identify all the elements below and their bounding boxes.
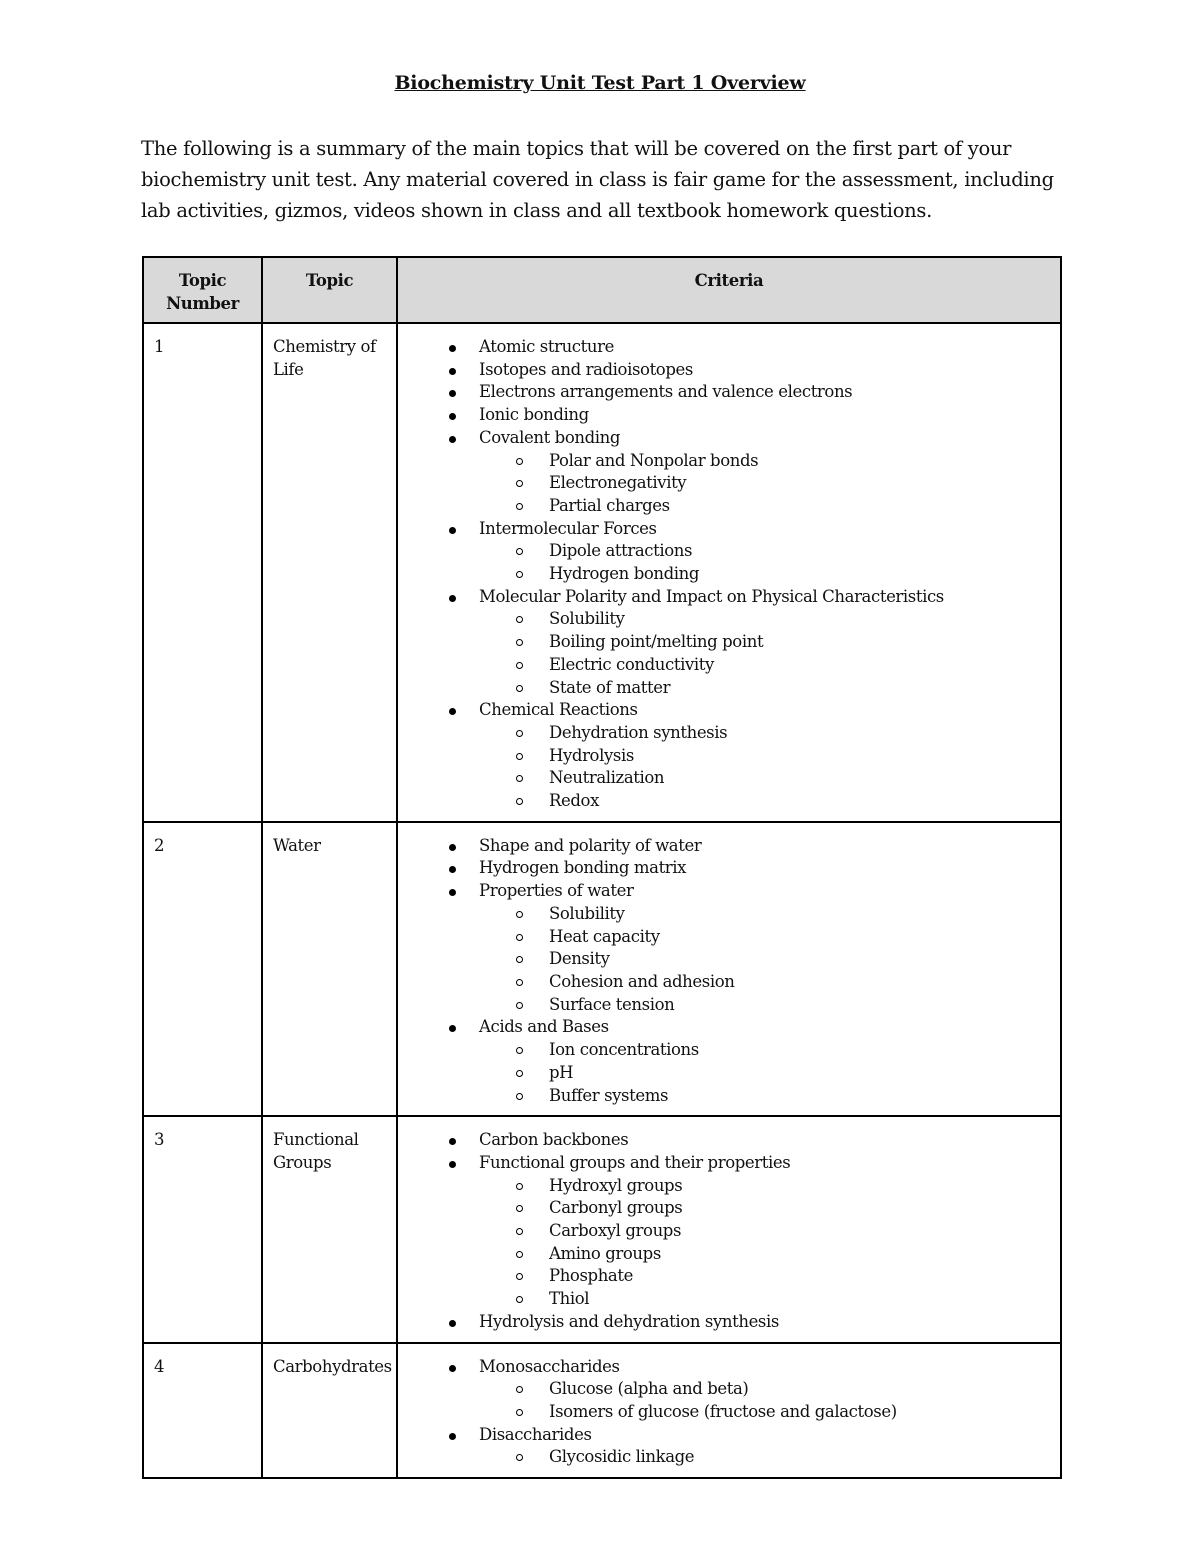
bullet-icon <box>449 390 456 397</box>
criteria-text: Monosaccharides <box>479 1356 620 1376</box>
bullet-icon <box>449 345 456 352</box>
table-row <box>143 1343 1061 1479</box>
sub-criteria-item <box>398 1062 1050 1085</box>
criteria-item <box>398 518 1050 541</box>
sub-criteria-text: pH <box>549 1062 574 1082</box>
criteria-list <box>398 1129 1050 1333</box>
sub-criteria-text: Phosphate <box>549 1266 633 1286</box>
hollow-circle-icon <box>516 1205 523 1212</box>
criteria-cell <box>397 1343 1061 1479</box>
bullet-icon <box>449 844 456 851</box>
criteria-text: Disaccharides <box>479 1424 592 1444</box>
sub-criteria-item <box>398 1288 1050 1311</box>
hollow-circle-icon <box>516 480 523 487</box>
sub-criteria-text: Partial charges <box>549 495 670 515</box>
sub-criteria-text: Redox <box>549 791 599 811</box>
bullet-icon <box>449 1138 456 1145</box>
criteria-cell <box>397 1116 1061 1342</box>
hollow-circle-icon <box>516 1228 523 1235</box>
sub-criteria-text: Buffer systems <box>549 1085 669 1105</box>
hollow-circle-icon <box>516 775 523 782</box>
sub-criteria-text: State of matter <box>549 677 671 697</box>
hollow-circle-icon <box>516 1409 523 1416</box>
sub-criteria-item <box>398 540 1050 563</box>
hollow-circle-icon <box>516 548 523 555</box>
sub-criteria-item <box>398 1039 1050 1062</box>
bullet-icon <box>449 1320 456 1327</box>
table-header-row <box>143 257 1061 323</box>
sub-criteria-text: Carbonyl groups <box>549 1198 683 1218</box>
criteria-list <box>398 835 1050 1107</box>
criteria-text: Chemical Reactions <box>479 700 638 720</box>
hollow-circle-icon <box>516 639 523 646</box>
sub-criteria-text: Solubility <box>549 903 625 923</box>
topic-number-cell: 1 <box>143 323 262 822</box>
criteria-text: Covalent bonding <box>479 427 621 447</box>
hollow-circle-icon <box>516 1386 523 1393</box>
hollow-circle-icon <box>516 503 523 510</box>
sub-criteria-text: Solubility <box>549 609 625 629</box>
hollow-circle-icon <box>516 911 523 918</box>
sub-criteria-text: Thiol <box>549 1289 590 1309</box>
sub-criteria-item <box>398 654 1050 677</box>
hollow-circle-icon <box>516 1070 523 1077</box>
hollow-circle-icon <box>516 730 523 737</box>
hollow-circle-icon <box>516 1251 523 1258</box>
header-topic-number: Topic Number <box>143 257 262 323</box>
sub-criteria-text: Polar and Nonpolar bonds <box>549 450 759 470</box>
sub-criteria-item <box>398 790 1050 813</box>
topic-name-cell: Chemistry of Life <box>262 323 397 822</box>
hollow-circle-icon <box>516 956 523 963</box>
hollow-circle-icon <box>516 1296 523 1303</box>
sub-criteria-item <box>398 450 1050 473</box>
hollow-circle-icon <box>516 1273 523 1280</box>
sub-criteria-text: Hydrolysis <box>549 745 634 765</box>
hollow-circle-icon <box>516 685 523 692</box>
hollow-circle-icon <box>516 662 523 669</box>
sub-criteria-item <box>398 1243 1050 1266</box>
criteria-text: Hydrogen bonding matrix <box>479 858 687 878</box>
criteria-text: Atomic structure <box>479 337 614 356</box>
sub-criteria-text: Isomers of glucose (fructose and galactose) <box>549 1401 897 1421</box>
criteria-text: Ionic bonding <box>479 405 589 425</box>
topic-number-cell: 3 <box>143 1116 262 1342</box>
bullet-icon <box>449 368 456 375</box>
bullet-icon <box>449 889 456 896</box>
criteria-text: Isotopes and radioisotopes <box>479 359 693 379</box>
sub-criteria-item <box>398 495 1050 518</box>
criteria-item <box>398 404 1050 427</box>
sub-criteria-text: Electric conductivity <box>549 654 714 674</box>
sub-criteria-item <box>398 1175 1050 1198</box>
criteria-item <box>398 1356 1050 1379</box>
criteria-list <box>398 1356 1050 1470</box>
criteria-item <box>398 699 1050 722</box>
intro-paragraph: The following is a summary of the main topics that will be covered on the first part of your biochemistry unit test. Any material covered in class is fair game for the assessment, including lab activities, gizmos, videos shown in class and all textbook homework questions. <box>141 137 1054 222</box>
sub-criteria-text: Electronegativity <box>549 473 687 493</box>
hollow-circle-icon <box>516 1454 523 1461</box>
sub-criteria-text: Cohesion and adhesion <box>549 971 735 991</box>
sub-criteria-item <box>398 745 1050 768</box>
bullet-icon <box>449 527 456 534</box>
hollow-circle-icon <box>516 1002 523 1009</box>
bullet-icon <box>449 595 456 602</box>
sub-criteria-item <box>398 1265 1050 1288</box>
bullet-icon <box>449 413 456 420</box>
sub-criteria-item <box>398 948 1050 971</box>
hollow-circle-icon <box>516 571 523 578</box>
sub-criteria-text: Glycosidic linkage <box>549 1447 695 1467</box>
sub-criteria-item <box>398 1378 1050 1401</box>
hollow-circle-icon <box>516 798 523 805</box>
hollow-circle-icon <box>516 1093 523 1100</box>
sub-criteria-text: Dehydration synthesis <box>549 722 728 742</box>
table-body <box>143 323 1061 1478</box>
sub-criteria-text: Heat capacity <box>549 926 660 946</box>
criteria-item <box>398 1152 1050 1175</box>
bullet-icon <box>449 1365 456 1372</box>
sub-criteria-item <box>398 1220 1050 1243</box>
criteria-text: Acids and Bases <box>479 1017 609 1037</box>
sub-criteria-text: Carboxyl groups <box>549 1221 682 1241</box>
criteria-item <box>398 1311 1050 1334</box>
topics-table <box>142 256 1062 1479</box>
criteria-cell <box>397 323 1061 822</box>
criteria-cell <box>397 822 1061 1116</box>
criteria-item <box>398 1129 1050 1152</box>
hollow-circle-icon <box>516 458 523 465</box>
criteria-list <box>398 336 1050 813</box>
table-row <box>143 323 1061 822</box>
header-topic: Topic <box>262 257 397 323</box>
topic-name-cell: Water <box>262 822 397 1116</box>
criteria-item <box>398 835 1050 858</box>
criteria-text: Electrons arrangements and valence electrons <box>479 382 853 402</box>
criteria-text: Hydrolysis and dehydration synthesis <box>479 1311 779 1331</box>
hollow-circle-icon <box>516 934 523 941</box>
sub-criteria-item <box>398 608 1050 631</box>
sub-criteria-text: Glucose (alpha and beta) <box>549 1379 749 1399</box>
sub-criteria-item <box>398 1401 1050 1424</box>
sub-criteria-text: Dipole attractions <box>549 541 693 561</box>
criteria-item <box>398 381 1050 404</box>
topic-name-cell: Functional Groups <box>262 1116 397 1342</box>
sub-criteria-item <box>398 971 1050 994</box>
topic-name-cell: Carbohydrates <box>262 1343 397 1479</box>
hollow-circle-icon <box>516 1047 523 1054</box>
bullet-icon <box>449 1161 456 1168</box>
criteria-item <box>398 427 1050 450</box>
bullet-icon <box>449 436 456 443</box>
sub-criteria-item <box>398 1197 1050 1220</box>
sub-criteria-text: Hydrogen bonding <box>549 564 700 584</box>
criteria-item <box>398 1016 1050 1039</box>
hollow-circle-icon <box>516 1183 523 1190</box>
header-criteria: Criteria <box>397 257 1061 323</box>
criteria-item <box>398 586 1050 609</box>
sub-criteria-text: Surface tension <box>549 994 675 1014</box>
criteria-item <box>398 1424 1050 1447</box>
criteria-text: Intermolecular Forces <box>479 518 657 538</box>
hollow-circle-icon <box>516 979 523 986</box>
sub-criteria-item <box>398 472 1050 495</box>
sub-criteria-item <box>398 1085 1050 1108</box>
page-title: Biochemistry Unit Test Part 1 Overview <box>394 72 806 94</box>
sub-criteria-text: Boiling point/melting point <box>549 632 764 652</box>
criteria-text: Molecular Polarity and Impact on Physical Characteristics <box>479 586 944 606</box>
topic-number-cell: 2 <box>143 822 262 1116</box>
criteria-text: Functional groups and their properties <box>479 1152 791 1172</box>
criteria-text: Shape and polarity of water <box>479 835 702 855</box>
bullet-icon <box>449 708 456 715</box>
hollow-circle-icon <box>516 616 523 623</box>
sub-criteria-item <box>398 631 1050 654</box>
topic-number-cell: 4 <box>143 1343 262 1479</box>
sub-criteria-item <box>398 903 1050 926</box>
sub-criteria-text: Neutralization <box>549 768 665 788</box>
sub-criteria-item <box>398 767 1050 790</box>
hollow-circle-icon <box>516 753 523 760</box>
criteria-text: Properties of water <box>479 881 634 901</box>
sub-criteria-text: Density <box>549 949 610 969</box>
table-row <box>143 822 1061 1116</box>
sub-criteria-item <box>398 677 1050 700</box>
sub-criteria-item <box>398 994 1050 1017</box>
criteria-item <box>398 336 1050 359</box>
bullet-icon <box>449 866 456 873</box>
criteria-item <box>398 359 1050 382</box>
bullet-icon <box>449 1433 456 1440</box>
criteria-item <box>398 857 1050 880</box>
sub-criteria-text: Amino groups <box>549 1243 661 1263</box>
criteria-text: Carbon backbones <box>479 1130 629 1150</box>
sub-criteria-item <box>398 722 1050 745</box>
sub-criteria-item <box>398 1446 1050 1469</box>
sub-criteria-item <box>398 563 1050 586</box>
criteria-item <box>398 880 1050 903</box>
sub-criteria-text: Ion concentrations <box>549 1040 699 1060</box>
sub-criteria-text: Hydroxyl groups <box>549 1175 683 1195</box>
table-row <box>143 1116 1061 1342</box>
bullet-icon <box>449 1025 456 1032</box>
sub-criteria-item <box>398 926 1050 949</box>
